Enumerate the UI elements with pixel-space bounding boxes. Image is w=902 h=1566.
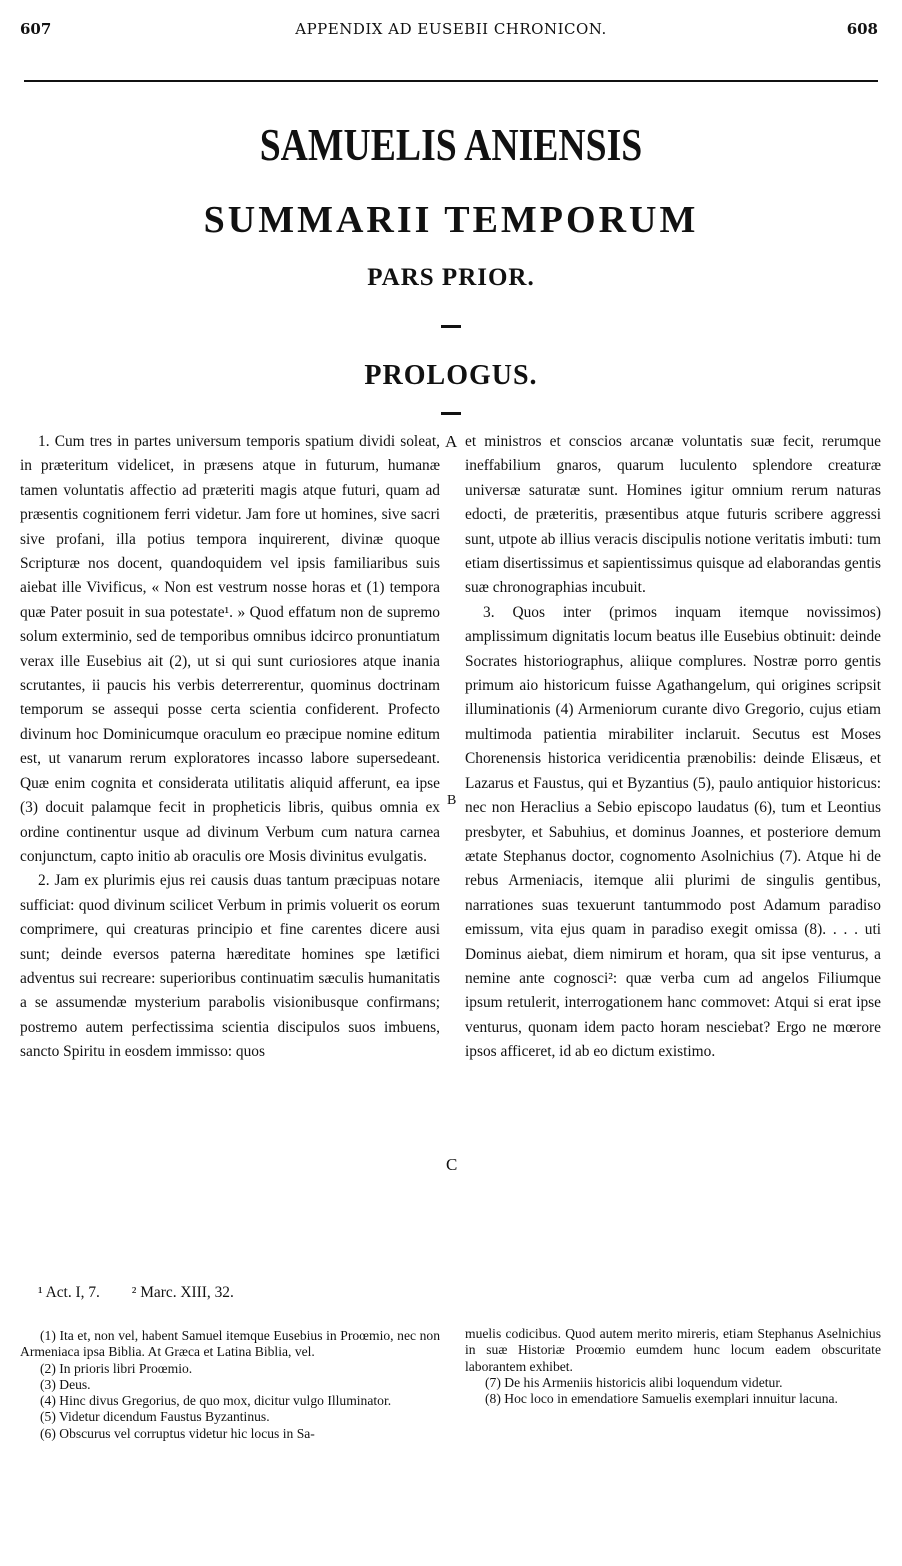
header-rule — [24, 80, 878, 82]
footnotes-right — [465, 1326, 881, 1407]
margin-letter-a: A — [445, 432, 458, 451]
scripture-references — [38, 1284, 262, 1302]
page-number-left: 607 — [20, 20, 52, 38]
footnote: (4) Hinc divus Gregorius, de quo mox, dicitur vulgo Illuminator. — [40, 1393, 392, 1409]
title-work: SUMMARII TEMPORUM — [203, 199, 699, 241]
page-number-right: 608 — [846, 20, 878, 38]
margin-letter-c: C — [446, 1155, 458, 1174]
paragraph: 3. Quos inter (primos inquam itemque novissimos) amplissimum dignitatis locum beatus ille Eusebius obtinuit: deinde Socrates historiographus, aliique complures. Nostræ porro gentis primum aio historicum fuisse Agathangelum, qui origines scripsit illuminationis (4) Armeniorum curante divo Gregorio, cujus etiam multimoda patientia mirabiliter inclaruit. Secutus est Moses Chorenensis historica veridicentia prænobilis: deinde Elisæus, et Lazarus et Faustus, qui et Byzantius (5), paulo antiquior historicus: nec non Heraclius a Sebio episcopo laudatus (6), tum et Leontius presbyter, et Sabuhius, et dominus Joannes, et posteriore demum ætate Stephanus doctor, cognomento Asolnichius (7). Atque hi de rebus Armeniacis, itemque alii plurimi de singulis gentibus, narrationes suas texuerunt tantummodo post Adamum paradiso emissum, vita ejus quam in paradiso exegit omissa (8). . . . uti Dominus aiebat, diem nimirum et horam, qua sit ipse venturus, a nemine ante cognosci²: quæ verba cum ad angelos Filiumque ipsum retulerit, interrogationem hanc commovet: Atqui si erat ipse venturus, quonam idem pacto horam nesciebat? Ergo ne mœrore ipsos afficeret, id ab eo dictum existimo. — [465, 603, 881, 1061]
footnote: (8) Hoc loco in emendatiore Samuelis exemplari innuitur lacuna. — [485, 1391, 838, 1407]
footnote: (1) Ita et, non vel, habent Samuel itemque Eusebius in Proœmio, nec non Armeniaca ipsa Biblia. At Græca et Latina Biblia, vel. — [20, 1328, 440, 1360]
scripture-ref: ¹ Act. I, 7. — [38, 1284, 100, 1301]
footnote: (7) De his Armeniis historicis alibi loquendum videtur. — [485, 1374, 783, 1390]
footnote: (5) Videtur dicendum Faustus Byzantinus. — [40, 1409, 270, 1425]
running-title: APPENDIX AD EUSEBII CHRONICON. — [295, 20, 607, 38]
footnotes-left — [20, 1328, 440, 1442]
title-part: PARS PRIOR. — [367, 264, 535, 291]
title-author: SAMUELIS ANIENSIS — [259, 119, 643, 170]
paragraph: et ministros et conscios arcanæ voluntatis suæ fecit, rerumque ineffabilium gnaros, quarum luculento splendore creaturæ universæ saturatæ sunt. Homines igitur omnium rerum naturas edocti, de præteritis, præsentibus atque futuris scribere aggressi sunt, utpote ab illius veracis discipulis notione veritatis imbuti: tum etiam disertissimus et sapientissimus quisque ad elaborandas gentis suæ chronographias incubuit. — [465, 433, 881, 597]
running-head — [0, 20, 902, 44]
footnote: muelis codicibus. Quod autem merito mireris, etiam Stephanus Aselnichius in suæ Historiæ Proœmio eumdem hunc locum eadem obscuritate laborantem exhibet. — [465, 1326, 881, 1374]
text-column-left — [20, 430, 440, 1065]
text-column-right — [465, 430, 881, 1065]
scripture-ref: ² Marc. XIII, 32. — [131, 1284, 234, 1301]
title-divider — [441, 325, 461, 328]
paragraph: 2. Jam ex plurimis ejus rei causis duas tantum præcipuas notare sufficiat: quod divinum scilicet Verbum in primis voluerit os eorum comprimere, qui creaturas principio et fine carentes dicere ausi sunt; deinde eversos paterna hæreditate homines spe lætifici adventus sui recreare: superioribus continuatim sæculis humanitatis a se assumendæ mysterium parabolis visionibusque confirmans; postremo autem perfectissima scientia discipulos suos imbuens, sancto Spiritu in eosdem immisso: quos — [20, 872, 440, 1061]
section-divider — [441, 412, 461, 415]
margin-letter-b: B — [447, 793, 457, 808]
footnote: (6) Obscurus vel corruptus videtur hic locus in Sa- — [40, 1425, 315, 1441]
footnote: (3) Deus. — [40, 1376, 91, 1392]
footnote: (2) In prioris libri Proœmio. — [40, 1360, 193, 1376]
section-title: PROLOGUS. — [364, 360, 538, 391]
paragraph: 1. Cum tres in partes universum temporis spatium dividi soleat, in præteritum videlicet, in præsens atque in futurum, humanæ tamen voluntatis affectio ad præteriti magis atque futuri, quam ad præsentis cognitionem ferri videtur. Jam fore ut homines, sive sacri sive profani, illa potius tempora inquirerent, divinæ quoque Scripturæ nos docent, quandoquidem vel ipsis familiaribus suis aiebat ille Vivificus, « Non est vestrum nosse horas et (1) tempora quæ Pater posuit in sua potestate¹. » Quod effatum non de supremo solum exterminio, sed de temporibus omnibus idcirco pronuntiatum verax ille Eusebius ait (2), ut si qui sunt curiosiores atque inania scrutantes, ii paucis his verbis deterrerentur, quominus doctrinam temporum se assequi posse certa scientia confiderent. Profecto divinum hoc Dominicumque oraculum eo præcipue nomine editum est, ut vanarum rerum exploratores incasso labore supersedeant. Quæ enim cognita et considerata utilitatis aliquid afferunt, ea ipse (3) docuit palamque fecit in propheticis libris, quibus omnia ex ordine continentur usque ad divinum Verbum cum natura carnea conjunctum, capto initio ab oraculis ore Mosis divinitus evulgatis. — [20, 433, 440, 865]
